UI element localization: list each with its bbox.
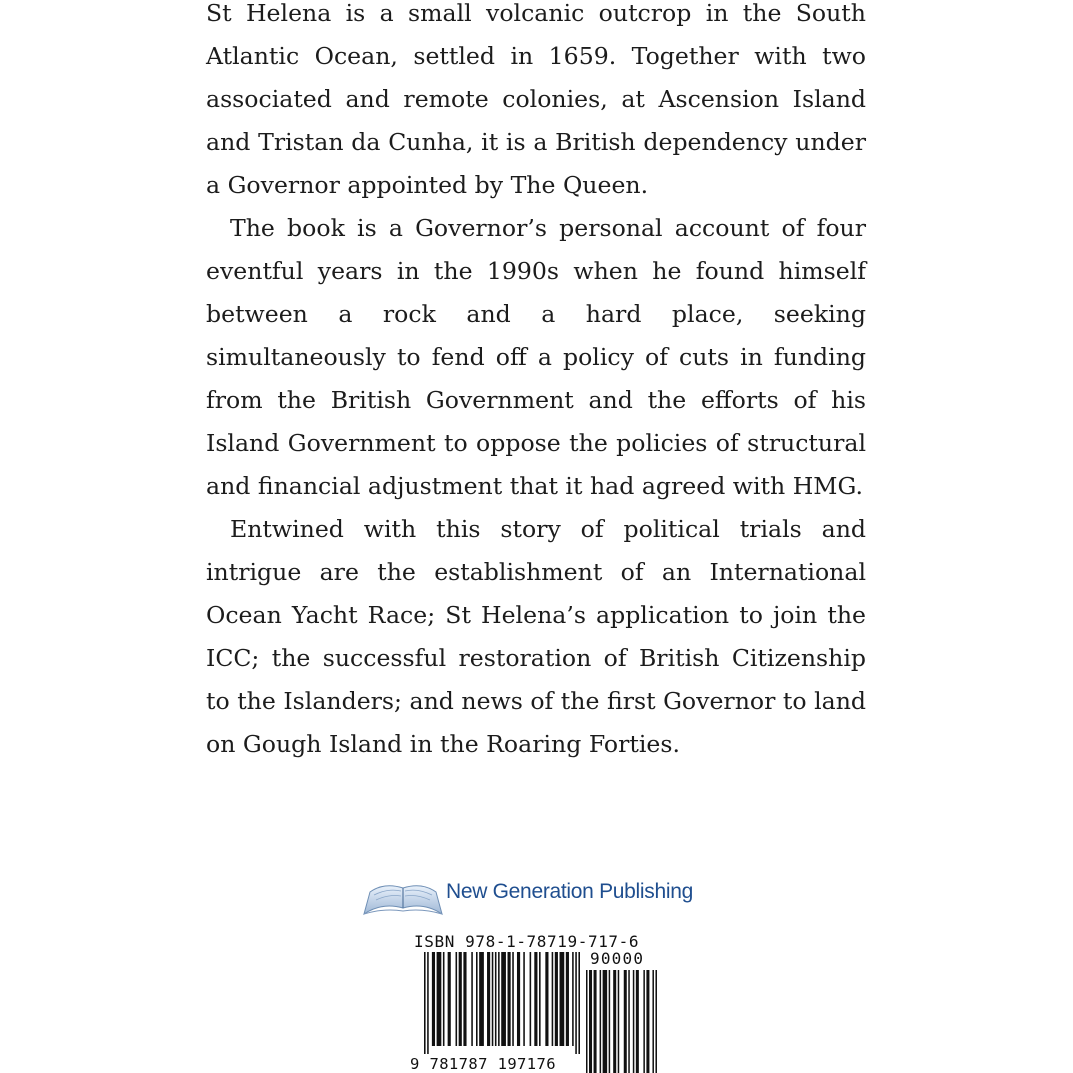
isbn-label: ISBN 978-1-78719-717-6: [414, 932, 640, 951]
ean-barcode-bars: [424, 952, 580, 1054]
publisher-name: New Generation Publishing: [446, 880, 693, 903]
price-code: 90000: [590, 949, 645, 968]
blurb-paragraph-3: Entwined with this story of political trials and intrigue are the establishment of an International Ocean Yacht Race; St Helena’s application to join the ICC; the successful restoration of British Citizenship to the Islanders; and news of the first Governor to land on Gough Island in the Roaring Forties.: [206, 515, 866, 758]
open-book-icon: [362, 878, 444, 918]
addon-barcode-bars: [586, 970, 660, 1073]
blurb-paragraph-2: The book is a Governor’s personal account of four eventful years in the 1990s when he found himself between a rock and a hard place, seeking simultaneously to fend off a policy of cuts in funding from the British Government and the efforts of his Island Government to oppose the policies of structural and financial adjustment that it had agreed with HMG.: [206, 214, 866, 500]
publisher-imprint: [362, 874, 722, 918]
blurb-paragraph-1: St Helena is a small volcanic outcrop in the South Atlantic Ocean, settled in 1659. Together with two associated and remote colonies, at Ascension Island and Tristan da Cunha, it is a British dependency under a Governor appointed by The Queen.: [206, 0, 866, 199]
ean-digits: 9 781787 197176: [410, 1055, 556, 1073]
back-cover-blurb: [206, 0, 866, 766]
isbn-barcode: [410, 930, 665, 1073]
